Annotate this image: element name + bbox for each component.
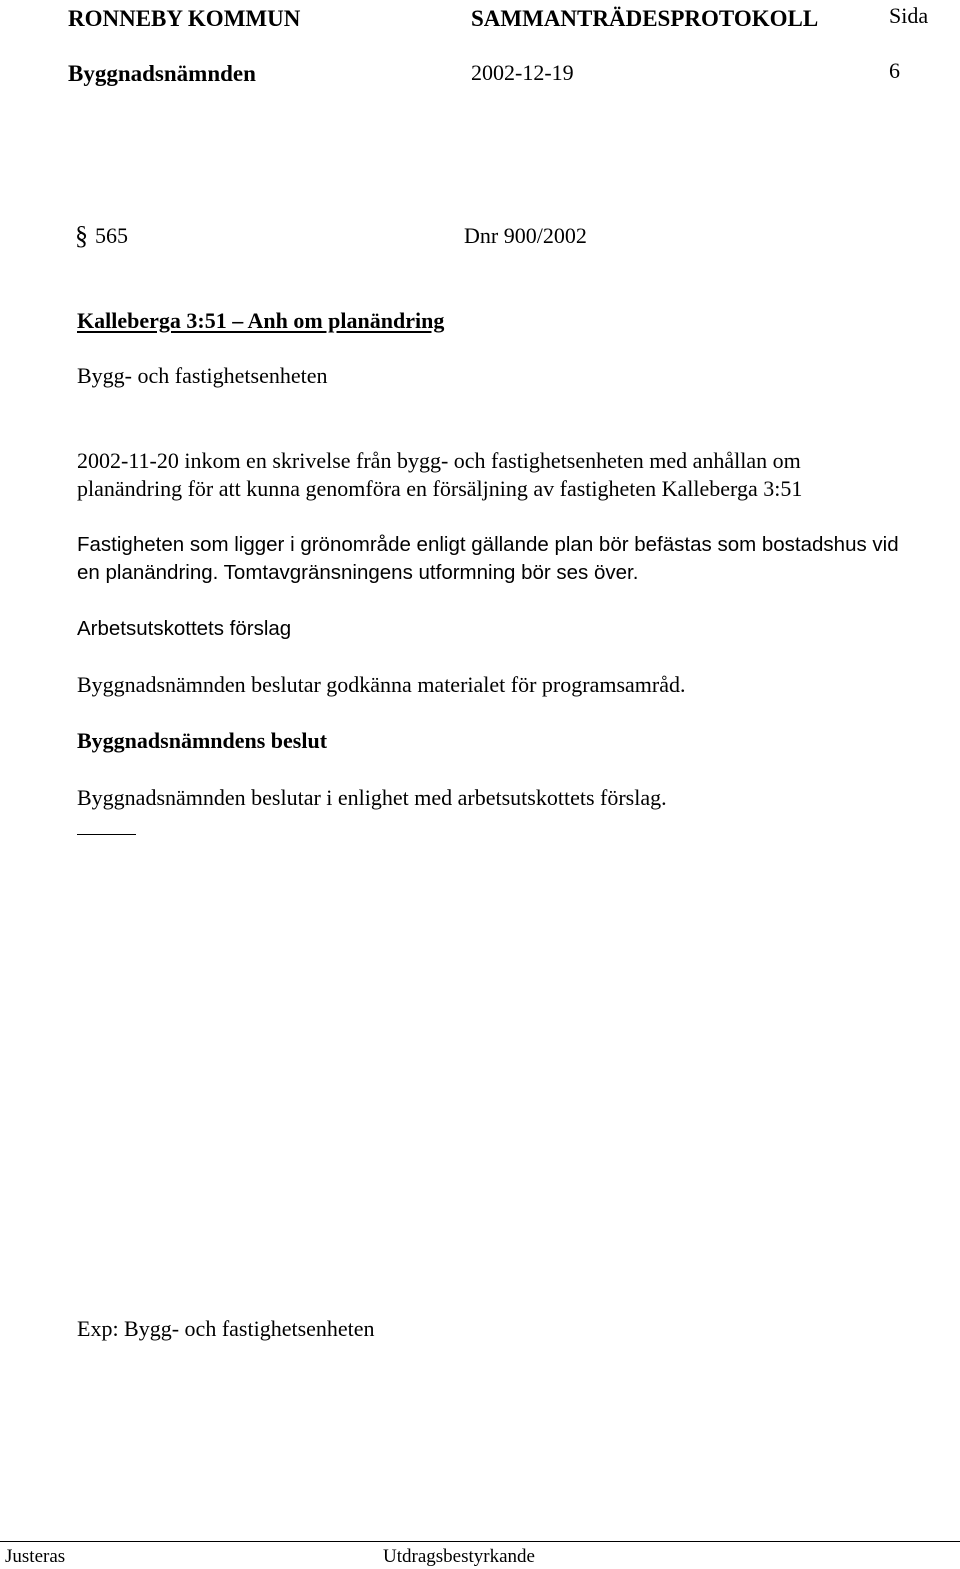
case-reference: Dnr 900/2002 bbox=[464, 223, 587, 248]
section-number: 565 bbox=[95, 223, 128, 248]
document-type: SAMMANTRÄDESPROTOKOLL bbox=[471, 6, 819, 31]
intro-line-1: 2002-11-20 inkom en skrivelse från bygg- och fastighetsenheten med anhållan om bbox=[77, 448, 801, 473]
end-of-section-rule bbox=[77, 834, 136, 835]
distribution-note: Exp: Bygg- och fastighetsenheten bbox=[77, 1316, 375, 1341]
case-title: Kalleberga 3:51 – Anh om planändring bbox=[77, 308, 445, 333]
proposal-heading: Arbetsutskottets förslag bbox=[77, 617, 292, 640]
responsible-unit: Bygg- och fastighetsenheten bbox=[77, 363, 328, 388]
decision-heading: Byggnadsnämndens beslut bbox=[77, 728, 328, 753]
intro-line-2: planändring för att kunna genomföra en försäljning av fastigheten Kalleberga 3:51 bbox=[77, 476, 803, 501]
footer-utdragsbestyrkande: Utdragsbestyrkande bbox=[383, 1546, 535, 1567]
meeting-date: 2002-12-19 bbox=[471, 60, 574, 85]
page-number: 6 bbox=[889, 58, 900, 83]
footer-justeras: Justeras bbox=[5, 1546, 66, 1567]
page-label: Sida bbox=[889, 3, 929, 28]
section-symbol: § bbox=[75, 221, 88, 250]
decision-text: Byggnadsnämnden beslutar i enlighet med arbetsutskottets förslag. bbox=[77, 785, 667, 810]
committee-name: Byggnadsnämnden bbox=[68, 61, 256, 86]
description-line-1: Fastigheten som ligger i grönområde enligt gällande plan bör befästas som bostadshus vid bbox=[77, 533, 899, 556]
municipality-name: RONNEBY KOMMUN bbox=[68, 6, 301, 31]
footer-rule bbox=[0, 1541, 960, 1542]
description-line-2: en planändring. Tomtavgränsningens utformning bör ses över. bbox=[77, 561, 639, 584]
proposal-text: Byggnadsnämnden beslutar godkänna materialet för programsamråd. bbox=[77, 672, 686, 697]
